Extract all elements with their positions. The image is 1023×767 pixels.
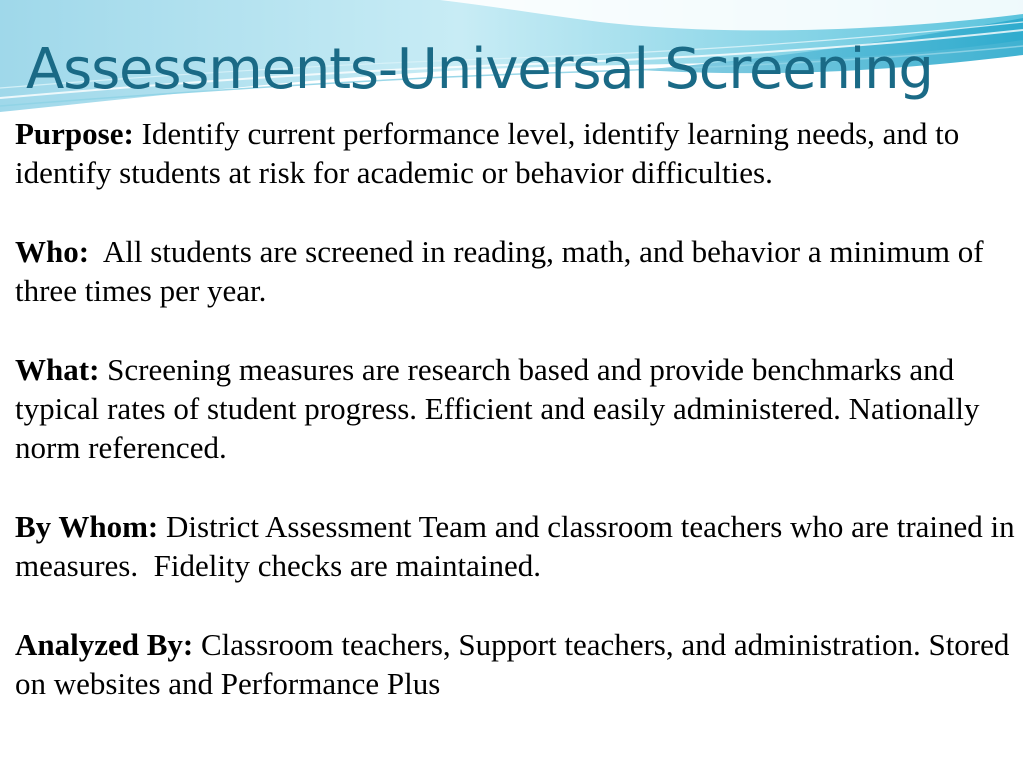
section-label: Analyzed By: [15,626,194,662]
section-label: Purpose: [15,116,134,151]
section-text: Identify current performance level, identify learning needs, and to identify students at risk for academic or behavior difficulties. [15,116,960,191]
section-by-whom [15,507,1023,586]
section-purpose [15,114,1015,193]
slide-title: Assessments-Universal Screening [26,37,933,102]
section-label: By Whom: [15,508,159,544]
section-analyzed-by [15,625,1015,704]
section-what [15,350,1015,468]
section-who [15,232,1015,311]
section-text: Classroom teachers, Support teachers, and administration. Stored on websites and Performance Plus [15,626,1010,702]
slide-body [15,114,1023,703]
section-label: Who: [15,233,90,269]
section-text: Screening measures are research based and provide benchmarks and typical rates of student progress. Efficient and easily administered. Nationally norm referenced. [15,351,980,466]
section-label: What: [15,351,100,387]
section-text: District Assessment Team and classroom teachers who are trained in measures. Fidelity checks are maintained. [15,508,1023,584]
section-text: All students are screened in reading, math, and behavior a minimum of three times per year. [15,233,992,309]
